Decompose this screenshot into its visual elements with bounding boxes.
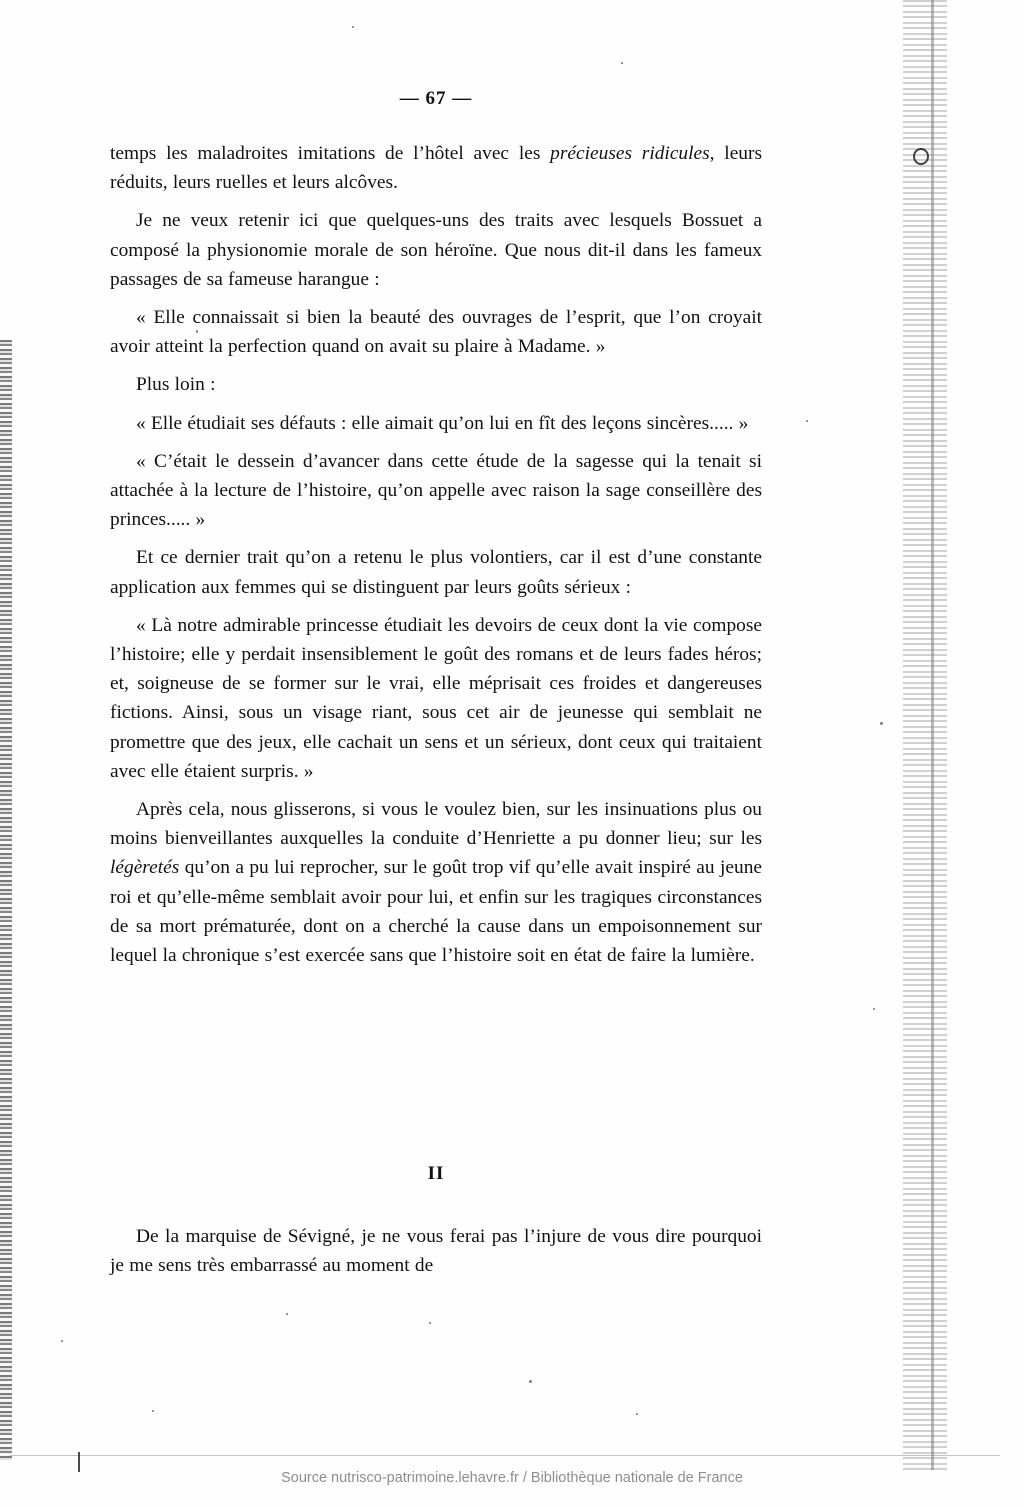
text-run-italic: précieuses ridicules (550, 143, 710, 164)
paragraph: Et ce dernier trait qu’on a retenu le plus volontiers, car il est d’une constante application aux femmes qui se distinguent par leurs goûts sérieux : (110, 547, 762, 598)
source-attribution: Source nutrisco-patrimoine.lehavre.fr / Bibliothèque nationale de France (281, 1470, 743, 1486)
paragraph (110, 795, 762, 970)
paragraph (110, 139, 762, 197)
paragraph: De la marquise de Sévigné, je ne vous ferai pas l’injure de vous dire pourquoi je me sens très embarrassé au moment de (110, 1226, 762, 1277)
scan-artifact-hairline (10, 1455, 1000, 1456)
scan-artifact-right-edge (903, 0, 947, 1470)
scan-artifact-left-edge (0, 340, 12, 1460)
paragraph: Plus loin : (136, 374, 216, 396)
paragraph: « Là notre admirable princesse étudiait les devoirs de ceux dont la vie compose l’histoire; elle y perdait insensiblement le goût des romans et de leurs fades héros; et, soigneuse de se former sur le vrai, elle méprisait ces froides et dangereuses fictions. Ainsi, sous un visage riant, sous cet air de jeunesse qui semblait ne promettre que des jeux, elle cachait un sens et un sérieux, dont ceux qui traitaient avec elle étaient surpris. » (110, 614, 762, 782)
paragraph: « Elle connaissait si bien la beauté des ouvrages de l’esprit, que l’on croyait avoir atteint la perfection quand on avait su plaire à Madame. » (110, 307, 762, 358)
scan-speck (880, 722, 883, 725)
scan-speck (286, 1313, 288, 1315)
scan-speck (61, 1340, 63, 1342)
paragraph: « C’était le dessein d’avancer dans cette étude de la sagesse qui la tenait si attachée à la lecture de l’histoire, qu’on appelle avec raison la sage conseillère des princes..... » (110, 450, 762, 531)
paragraph: Je ne veux retenir ici que quelques-uns des traits avec lesquels Bossuet a composé la physionomie morale de son héroïne. Que nous dit-il dans les fameux passages de sa fameuse harangue : (110, 210, 762, 290)
scan-speck (152, 1410, 154, 1412)
paragraph: « Elle étudiait ses défauts : elle aimait qu’on lui en fît des leçons sincères..... » (136, 412, 749, 434)
page-folio: — 67 — (399, 88, 473, 109)
text-run-italic: légèretés (110, 857, 180, 879)
text-run: , leurs réduits, leurs ruelles et leurs alcôves. (110, 143, 763, 194)
text-run: qu’on a pu lui reprocher, sur le goût trop vif qu’elle avait inspiré au jeune roi et qu’elle-même semblait avoir pour lui, et enfin sur les tragiques circonstances de sa mort prématurée, dont on a cherché la cause dans un empoisonnement sur lequel la chronique s’est exercée sans que l’histoire soit en état de faire la lumière. (110, 857, 762, 967)
scan-speck (806, 420, 808, 422)
scan-speck (352, 26, 354, 28)
scan-speck (621, 62, 623, 64)
scan-speck (636, 1413, 638, 1415)
scan-speck (429, 1322, 431, 1324)
scan-speck (873, 1008, 875, 1010)
text-run: temps les maladroites imitations de l’hôtel avec les (110, 143, 551, 164)
scan-artifact-blob (913, 148, 929, 165)
tail-text-block (110, 1222, 762, 1280)
section-heading: II (427, 1163, 445, 1184)
scan-artifact-tick (78, 1452, 80, 1472)
scan-speck (529, 1380, 532, 1383)
text-run: Après cela, nous glisserons, si vous le voulez bien, sur les insinuations plus ou moins bienveillantes auxquelles la conduite d’Henriette a pu donner lieu; sur les (110, 799, 762, 850)
body-text-block (110, 139, 762, 970)
